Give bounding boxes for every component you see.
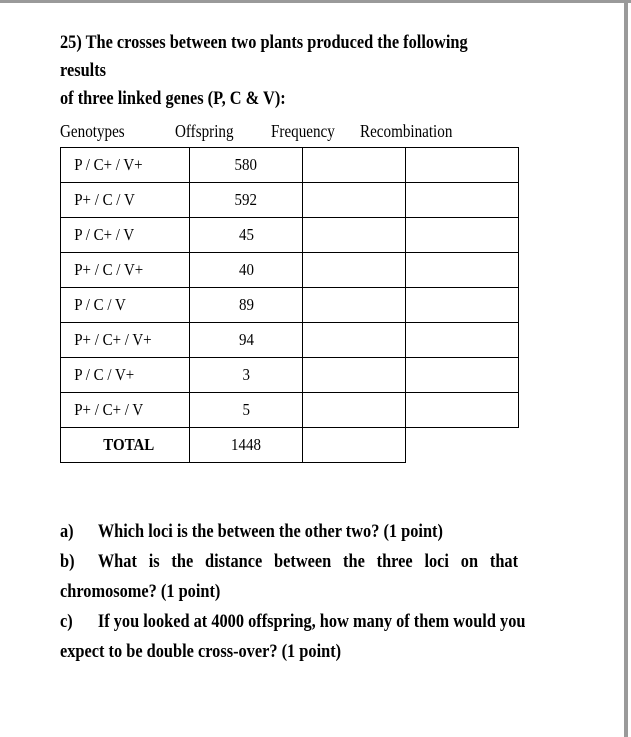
- question-number: 25): [60, 32, 82, 53]
- question-a: [60, 517, 542, 547]
- header-frequency: Frequency: [271, 121, 335, 141]
- frequency-cell: [303, 358, 406, 393]
- offspring-cell: 580: [190, 148, 303, 183]
- header-genotypes: Genotypes: [60, 121, 125, 141]
- genotype-cell: P / C+ / V: [61, 218, 190, 253]
- frequency-cell: [303, 253, 406, 288]
- recombination-cell: [406, 218, 519, 253]
- total-value-cell: 1448: [190, 428, 303, 463]
- recombination-cell: [406, 183, 519, 218]
- question-list: [60, 517, 620, 667]
- genotype-cell: P / C / V: [61, 288, 190, 323]
- question-a-label: a): [60, 521, 74, 542]
- table-row: [61, 288, 519, 323]
- total-label-cell: TOTAL: [61, 428, 190, 463]
- offspring-cell: 40: [190, 253, 303, 288]
- question-c-label: c): [60, 611, 73, 632]
- heading-text-1: The crosses between two plants produced the following results: [60, 32, 468, 81]
- offspring-cell: 45: [190, 218, 303, 253]
- table-row: [61, 323, 519, 358]
- question-b-text-1: What is the distance between the three loci on that: [97, 551, 519, 572]
- question-b-label: b): [60, 551, 75, 572]
- total-row: [61, 428, 519, 463]
- frequency-cell: [303, 218, 406, 253]
- table-row: [61, 393, 519, 428]
- offspring-cell: 89: [190, 288, 303, 323]
- genotype-cell: P+ / C+ / V: [61, 393, 190, 428]
- frequency-cell: [303, 148, 406, 183]
- frequency-cell: [303, 428, 406, 463]
- recombination-cell: [406, 358, 519, 393]
- offspring-cell: 94: [190, 323, 303, 358]
- genotype-cell: P / C / V+: [61, 358, 190, 393]
- table-row: [61, 183, 519, 218]
- question-b-line-1: [60, 547, 542, 577]
- header-recombination: Recombination: [360, 121, 453, 141]
- heading-line-1: [60, 29, 516, 85]
- table-row: [61, 218, 519, 253]
- recombination-cell: [406, 148, 519, 183]
- question-c-line-1: [60, 607, 542, 637]
- recombination-cell: [406, 323, 519, 358]
- recombination-cell: [406, 253, 519, 288]
- genotype-cell: P+ / C / V+: [61, 253, 190, 288]
- question-heading: [60, 29, 516, 113]
- genotype-cell: P / C+ / V+: [61, 148, 190, 183]
- recombination-cell: [406, 288, 519, 323]
- genotype-table: [60, 147, 519, 463]
- genotype-cell: P+ / C / V: [61, 183, 190, 218]
- offspring-cell: 5: [190, 393, 303, 428]
- frequency-cell: [303, 183, 406, 218]
- offspring-cell: 592: [190, 183, 303, 218]
- heading-line-2: of three linked genes (P, C & V):: [60, 88, 286, 109]
- question-a-text: Which loci is the between the other two? (1 point): [97, 521, 443, 542]
- table-row: [61, 253, 519, 288]
- genotype-cell: P+ / C+ / V+: [61, 323, 190, 358]
- offspring-cell: 3: [190, 358, 303, 393]
- table-row: [61, 148, 519, 183]
- question-b-line-2: chromosome? (1 point): [60, 581, 221, 602]
- column-headers: [60, 121, 580, 145]
- window-right-border: [624, 0, 628, 737]
- frequency-cell: [303, 288, 406, 323]
- header-offspring: Offspring: [175, 121, 234, 141]
- frequency-cell: [303, 393, 406, 428]
- recombination-cell: [406, 393, 519, 428]
- question-c-line-2: expect to be double cross-over? (1 point): [60, 641, 342, 662]
- frequency-cell: [303, 323, 406, 358]
- document-page: [0, 3, 624, 737]
- table-row: [61, 358, 519, 393]
- question-c-text-1: If you looked at 4000 offspring, how many of them would you: [97, 611, 526, 632]
